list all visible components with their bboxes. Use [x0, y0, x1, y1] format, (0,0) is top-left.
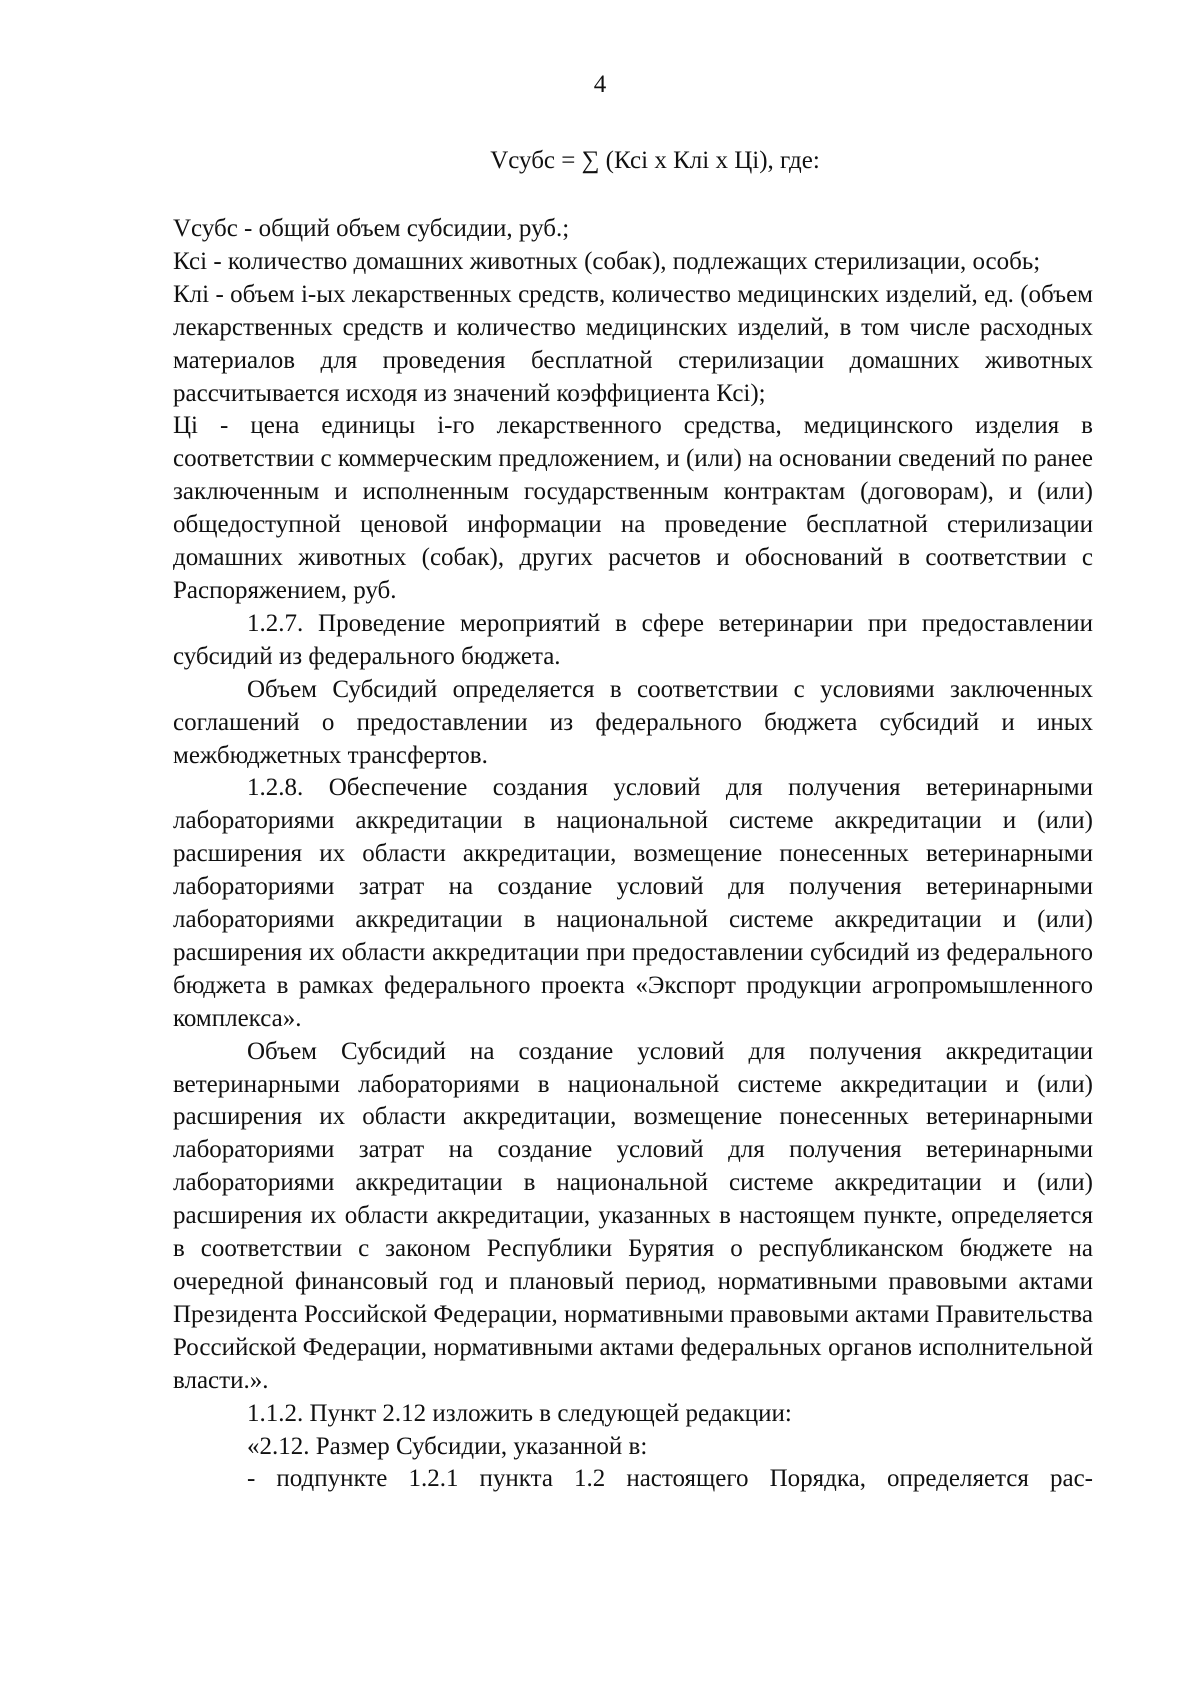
paragraph: 1.1.2. Пункт 2.12 изложить в следующей редакции: — [247, 1399, 792, 1427]
document-body — [173, 213, 1093, 1496]
paragraph: 1.2.7. Проведение мероприятий в сфере ветеринарии при предоставлении субсидий из федерального бюджета. — [173, 609, 1093, 670]
paragraph: Клi - объем i-ых лекарственных средств, количество медицинских изделий, ед. (объем лекарственных средств и количество медицинских изделий, в том числе расходных материалов для проведения бесплатной стерилизации домашних животных рассчитывается исходя из значений коэффициента Ксi); — [173, 280, 1093, 407]
paragraph: Цi - цена единицы i-го лекарственного средства, медицинского изделия в соответствии с коммерческим предложением, и (или) на основании сведений по ранее заключенным и исполненным государственным контрактам (договорам), и (или) общедоступной ценовой информации на проведение бесплатной стерилизации домашних животных (собак), других расчетов и обоснований в соответствии с Распоряжением, руб. — [173, 412, 1093, 604]
paragraph: Объем Субсидий определяется в соответствии с условиями заключенных соглашений о предоставлении из федерального бюджета субсидий и иных межбюджетных трансфертов. — [173, 675, 1093, 769]
subsidy-formula: Vсубс = ∑ (Ксi х Клi х Цi), где: — [490, 147, 820, 174]
paragraph: «2.12. Размер Субсидии, указанной в: — [247, 1432, 648, 1460]
paragraph: Ксi - количество домашних животных (собак), подлежащих стерилизации, особь; — [173, 247, 1041, 275]
page-number: 4 — [593, 71, 607, 98]
paragraph: Объем Субсидий на создание условий для получения аккредитации ветеринарными лабораториями в национальной системе аккредитации и (или) расширения их области аккредитации, возмещение понесенных ветеринарными лабораториями затрат на создание условий для получения ветеринарными лабораториями аккредитации в национальной системе аккредитации и (или) расширения их области аккредитации, указанных в настоящем пункте, определяется в соответствии с законом Республики Бурятия о республиканском бюджете на очередной финансовый год и плановый период, нормативными правовыми актами Президента Российской Федерации, нормативными правовыми актами Правительства Российской Федерации, нормативными актами федеральных органов исполнительной власти.». — [173, 1037, 1094, 1394]
paragraph: - подпункте 1.2.1 пункта 1.2 настоящего Порядка, определяется рас- — [247, 1465, 1093, 1493]
paragraph: Vсубс - общий объем субсидии, руб.; — [173, 215, 570, 242]
paragraph: 1.2.8. Обеспечение создания условий для получения ветеринарными лабораториями аккредитации в национальной системе аккредитации и (или) расширения их области аккредитации, возмещение понесенных ветеринарными лабораториями затрат на создание условий для получения ветеринарными лабораториями аккредитации в национальной системе аккредитации и (или) расширения их области аккредитации при предоставлении субсидий из федерального бюджета в рамках федерального проекта «Экспорт продукции агропромышленного комплекса». — [173, 774, 1093, 1032]
